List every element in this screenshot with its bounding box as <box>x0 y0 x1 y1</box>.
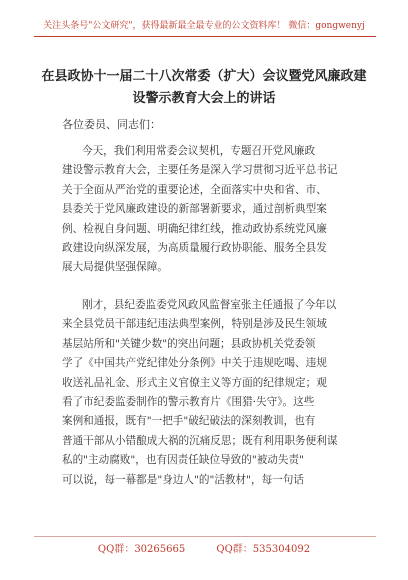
footer-qq-group-1: QQ群：30265665 <box>97 544 186 555</box>
paragraph-1 <box>62 142 348 278</box>
paragraph-line: 基层站所和"关键少数"的突出问题；县政协机关党委领 <box>62 337 316 350</box>
paragraph-line: 今天，我们利用常委会议契机，专题召开党风廉政 <box>82 145 316 157</box>
paragraph-line: 例、检视自身问题、明确纪律红线，推动政协系统党风廉 <box>62 222 327 235</box>
paragraph-line: 县委关于党风廉政建设的新部署新要求，通过剖析典型案 <box>62 203 327 216</box>
paragraph-line: 案例和通报，既有"一把手"破纪破法的深刻教训，也有 <box>62 415 316 428</box>
paragraph-line: 建设警示教育大会，主要任务是深入学习贯彻习近平总书记 <box>62 164 338 177</box>
footer-contacts <box>0 540 408 555</box>
paragraph-line: 刚才，县纪委监委党风政风监督室张主任通报了今年以 <box>82 299 337 311</box>
paragraph-line: 私的"主动腐败"，也有因责任缺位导致的"被动失责" <box>62 454 304 467</box>
paragraph-line: 看了市纪委监委制作的警示教育片《围猎·失守》。这些 <box>62 396 315 409</box>
header-divider <box>34 36 376 37</box>
title-line-2: 设警示教育大会上的讲话 <box>132 91 276 106</box>
paragraph-line: 可以说，每一幕都是"身边人"的"活教材"，每一句话 <box>62 473 304 486</box>
paragraph-line: 关于全面从严治党的重要论述，全面落实中央和省、市、 <box>62 183 327 196</box>
greeting: 各位委员、同志们： <box>62 118 161 131</box>
paragraph-line: 收送礼品礼金、形式主义官僚主义等方面的纪律规定；观 <box>62 376 327 389</box>
paragraph-line: 来全县党员干部违纪违法典型案例，特别是涉及民生领域 <box>62 318 327 331</box>
paragraph-line: 政建设向纵深发展，为高质量履行政协职能、服务全县发 <box>62 242 327 255</box>
paragraph-line: 学了《中国共产党纪律处分条例》中关于违规吃喝、违规 <box>62 357 327 370</box>
header-banner: 关注头条号"公文研究"，获得最新最全最专业的公文资料库！ 微信：gongwenyj <box>43 21 365 31</box>
paragraph-2 <box>62 296 348 490</box>
paragraph-line: 普通干部从小错酿成大祸的沉痛反思；既有利用职务便利谋 <box>62 434 338 447</box>
document-title <box>30 66 378 110</box>
title-line-1: 在县政协十一届二十八次常委（扩大）会议暨党风廉政建 <box>41 69 367 84</box>
footer-qq-group-2: QQ群：535304092 <box>216 544 311 555</box>
paragraph-line: 展大局提供坚强保障。 <box>62 261 168 274</box>
footer-divider <box>34 536 376 537</box>
